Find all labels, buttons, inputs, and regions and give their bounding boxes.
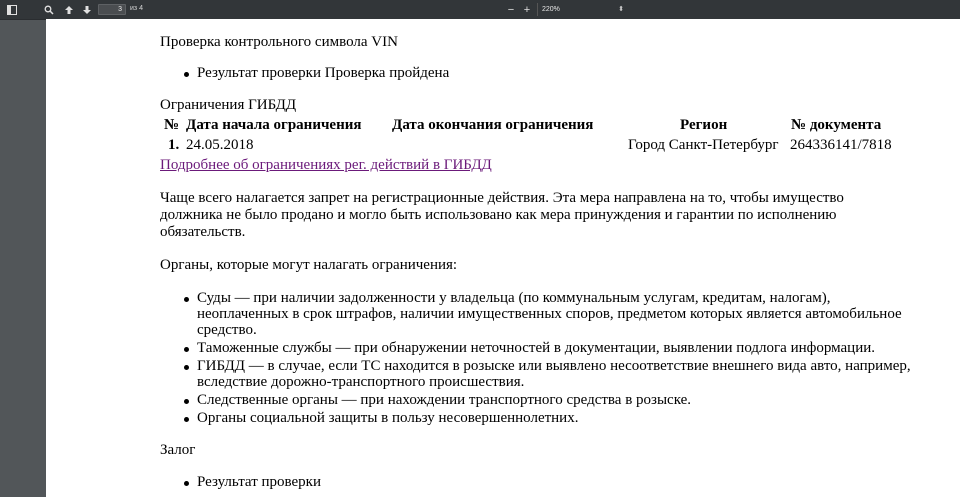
search-icon[interactable]: [43, 3, 55, 16]
page-total-label: из 4: [130, 5, 143, 12]
pledge-heading: Залог: [160, 442, 196, 458]
gibdd-heading: Ограничения ГИБДД: [160, 97, 297, 113]
sidebar-toggle-icon[interactable]: [6, 3, 18, 16]
zoom-out-button[interactable]: [506, 3, 516, 16]
pdf-toolbar: [0, 0, 960, 20]
organs-heading: Органы, которые могут налагать ограничения:: [160, 257, 458, 273]
list-item: Следственные органы — при нахождении транспортного средства в розыске.: [197, 392, 692, 408]
list-item-continuation: неоплаченных в срок штрафов, наличии имущественных споров, предметом которых является автомобильное: [197, 306, 902, 322]
zoom-in-button[interactable]: [522, 3, 532, 16]
vin-heading: Проверка контрольного символа VIN: [160, 34, 398, 50]
zoom-value: 220%: [542, 6, 560, 13]
paragraph-line-2: должника не было продано и могло быть использовано как мера принуждения и гарантии по исполнению: [160, 207, 837, 223]
list-item-continuation: средство.: [197, 322, 257, 338]
plus-icon: +: [523, 3, 531, 16]
chevron-updown-icon: ⬍: [618, 6, 624, 13]
table-cell-start-date: 24.05.2018: [186, 137, 254, 153]
table-header-start-date: Дата начала ограничения: [186, 117, 362, 133]
paragraph-line-3: обязательств.: [160, 224, 246, 240]
list-item-continuation: вследствие дорожно-транспортного происшествия.: [197, 374, 525, 390]
table-cell-num: 1.: [168, 137, 180, 153]
list-item: Суды — при наличии задолженности у владельца (по коммунальным услугам, кредитам, налогам),: [197, 290, 831, 306]
arrow-up-icon[interactable]: [63, 3, 75, 16]
paragraph-line-1: Чаще всего налагается запрет на регистрационные действия. Эта мера направлена на то, чтобы имущество: [160, 190, 844, 206]
table-cell-doc: 264336141/7818: [790, 137, 892, 153]
table-cell-region: Город Санкт-Петербург: [628, 137, 779, 153]
minus-icon: −: [507, 3, 515, 16]
page-number-input[interactable]: 3: [98, 4, 126, 15]
list-item: Органы социальной защиты в пользу несовершеннолетних.: [197, 410, 579, 426]
zoom-select[interactable]: [538, 3, 628, 16]
table-header-end-date: Дата окончания ограничения: [392, 117, 594, 133]
pdf-page: [46, 19, 960, 497]
list-item: ГИБДД — в случае, если ТС находится в розыске или выявлено несоответствие внешнего вида авто, например,: [197, 358, 911, 374]
pledge-result: Результат проверки: [197, 474, 321, 490]
vin-result: Результат проверки Проверка пройдена: [197, 65, 450, 81]
gibdd-more-link[interactable]: Подробнее об ограничениях рег. действий в ГИБДД: [160, 157, 492, 173]
table-header-num: №: [164, 117, 180, 133]
table-header-region: Регион: [680, 117, 728, 133]
table-header-doc: № документа: [791, 117, 882, 133]
arrow-down-icon[interactable]: [81, 3, 93, 16]
list-item: Таможенные службы — при обнаружении неточностей в документации, выявлении подлога информации.: [197, 340, 875, 356]
